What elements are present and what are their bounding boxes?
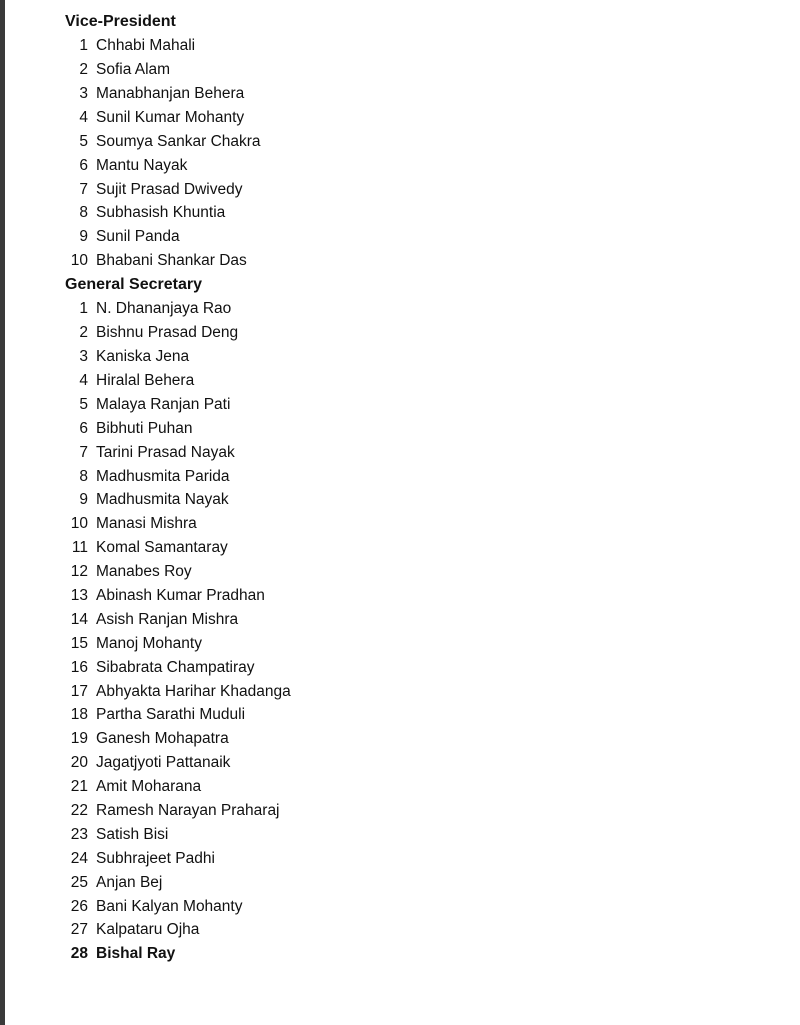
list-item [0,895,780,919]
list-item [0,58,780,82]
section-general-secretary [0,273,780,966]
member-name: Komal Samantaray [96,539,228,557]
section-heading: General Secretary [65,276,202,294]
member-name: Sibabrata Champatiray [96,658,255,676]
document-page [0,10,780,966]
item-number: 28 [70,945,88,963]
item-number: 7 [79,180,88,198]
item-number: 5 [79,132,88,150]
member-name: Asish Ranjan Mishra [96,610,239,628]
item-number: 1 [79,37,88,55]
member-name: Amit Moharana [96,778,202,796]
item-number: 2 [79,61,88,79]
list-item [0,608,780,632]
member-name: Satish Bisi [96,825,169,843]
member-name: Madhusmita Nayak [96,491,229,509]
list-item [0,417,780,441]
item-number: 6 [79,156,88,174]
member-name: Bibhuti Puhan [96,419,193,437]
member-name: Subhrajeet Padhi [96,849,215,867]
list-item [0,369,780,393]
list-item [0,393,780,417]
list-item [0,775,780,799]
member-name: Kalpataru Ojha [96,921,200,939]
member-name: Sunil Kumar Mohanty [96,108,245,126]
member-name: Mantu Nayak [96,156,188,174]
item-number: 10 [70,252,88,270]
member-name: Jagatjyoti Pattanaik [96,754,231,772]
member-name: Manoj Mohanty [96,634,202,652]
list-item [0,560,780,584]
item-number: 5 [79,395,88,413]
item-number: 13 [70,586,88,604]
item-number: 18 [70,706,88,724]
item-number: 8 [79,467,88,485]
member-name: Kaniska Jena [96,348,190,366]
item-number: 22 [70,801,88,819]
member-name: Subhasish Khuntia [96,204,226,222]
item-number: 11 [71,539,88,557]
item-number: 10 [70,515,88,533]
list-item [0,249,780,273]
member-name: Madhusmita Parida [96,467,230,485]
member-name: Bhabani Shankar Das [96,252,247,270]
member-name: N. Dhananjaya Rao [96,300,232,318]
item-number: 3 [79,348,88,366]
list-item [0,465,780,489]
list-item [0,847,780,871]
item-number: 23 [70,825,88,843]
member-name: Bishal Ray [96,945,176,963]
member-name: Bani Kalyan Mohanty [96,897,243,915]
member-name: Abhyakta Harihar Khadanga [96,682,291,700]
list-item [0,656,780,680]
list-item [0,82,780,106]
item-number: 15 [70,634,88,652]
list-item [0,823,780,847]
item-number: 9 [79,491,88,509]
item-number: 14 [70,610,88,628]
list-item [0,225,780,249]
item-number: 17 [70,682,88,700]
member-name: Manabes Roy [96,563,192,581]
list-item [0,799,780,823]
list-item [0,321,780,345]
list-item [0,201,780,225]
item-number: 6 [79,419,88,437]
list-item [0,441,780,465]
member-name: Sunil Panda [96,228,180,246]
section-vice-president [0,10,780,273]
member-name: Anjan Bej [96,873,163,891]
list-item [0,34,780,58]
list-item [0,703,780,727]
member-name: Sujit Prasad Dwivedy [96,180,243,198]
section-heading: Vice-President [65,13,176,30]
member-name: Malaya Ranjan Pati [96,395,231,413]
member-name: Sofia Alam [96,61,171,79]
item-number: 4 [79,108,88,126]
item-number: 3 [79,84,88,102]
list-item [0,680,780,704]
item-number: 12 [70,563,88,581]
item-number: 21 [70,778,88,796]
item-number: 27 [70,921,88,939]
item-number: 8 [79,204,88,222]
list-item [0,584,780,608]
list-item [0,178,780,202]
list-item [0,512,780,536]
list-item [0,536,780,560]
list-item [0,632,780,656]
item-number: 1 [79,300,88,318]
list-item [0,345,780,369]
item-number: 4 [79,371,88,389]
item-number: 9 [79,228,88,246]
member-name: Partha Sarathi Muduli [96,706,246,724]
list-item [0,154,780,178]
item-number: 16 [70,658,88,676]
list-item [0,942,780,966]
item-number: 25 [70,873,88,891]
item-number: 7 [79,443,88,461]
item-number: 19 [70,730,88,748]
list-item [0,106,780,130]
list-item [0,130,780,154]
list-item [0,751,780,775]
member-name: Hiralal Behera [96,371,195,389]
member-name: Abinash Kumar Pradhan [96,586,265,604]
member-name: Tarini Prasad Nayak [96,443,235,461]
list-item [0,871,780,895]
item-number: 24 [70,849,88,867]
member-name: Ramesh Narayan Praharaj [96,801,280,819]
list-item [0,297,780,321]
list-item [0,918,780,942]
item-number: 20 [70,754,88,772]
list-item [0,488,780,512]
list-item [0,727,780,751]
member-name: Manasi Mishra [96,515,197,533]
member-name: Chhabi Mahali [96,37,196,55]
item-number: 26 [70,897,88,915]
member-name: Bishnu Prasad Deng [96,324,239,342]
item-number: 2 [79,324,88,342]
member-name: Soumya Sankar Chakra [96,132,261,150]
member-name: Ganesh Mohapatra [96,730,229,748]
member-name: Manabhanjan Behera [96,84,245,102]
